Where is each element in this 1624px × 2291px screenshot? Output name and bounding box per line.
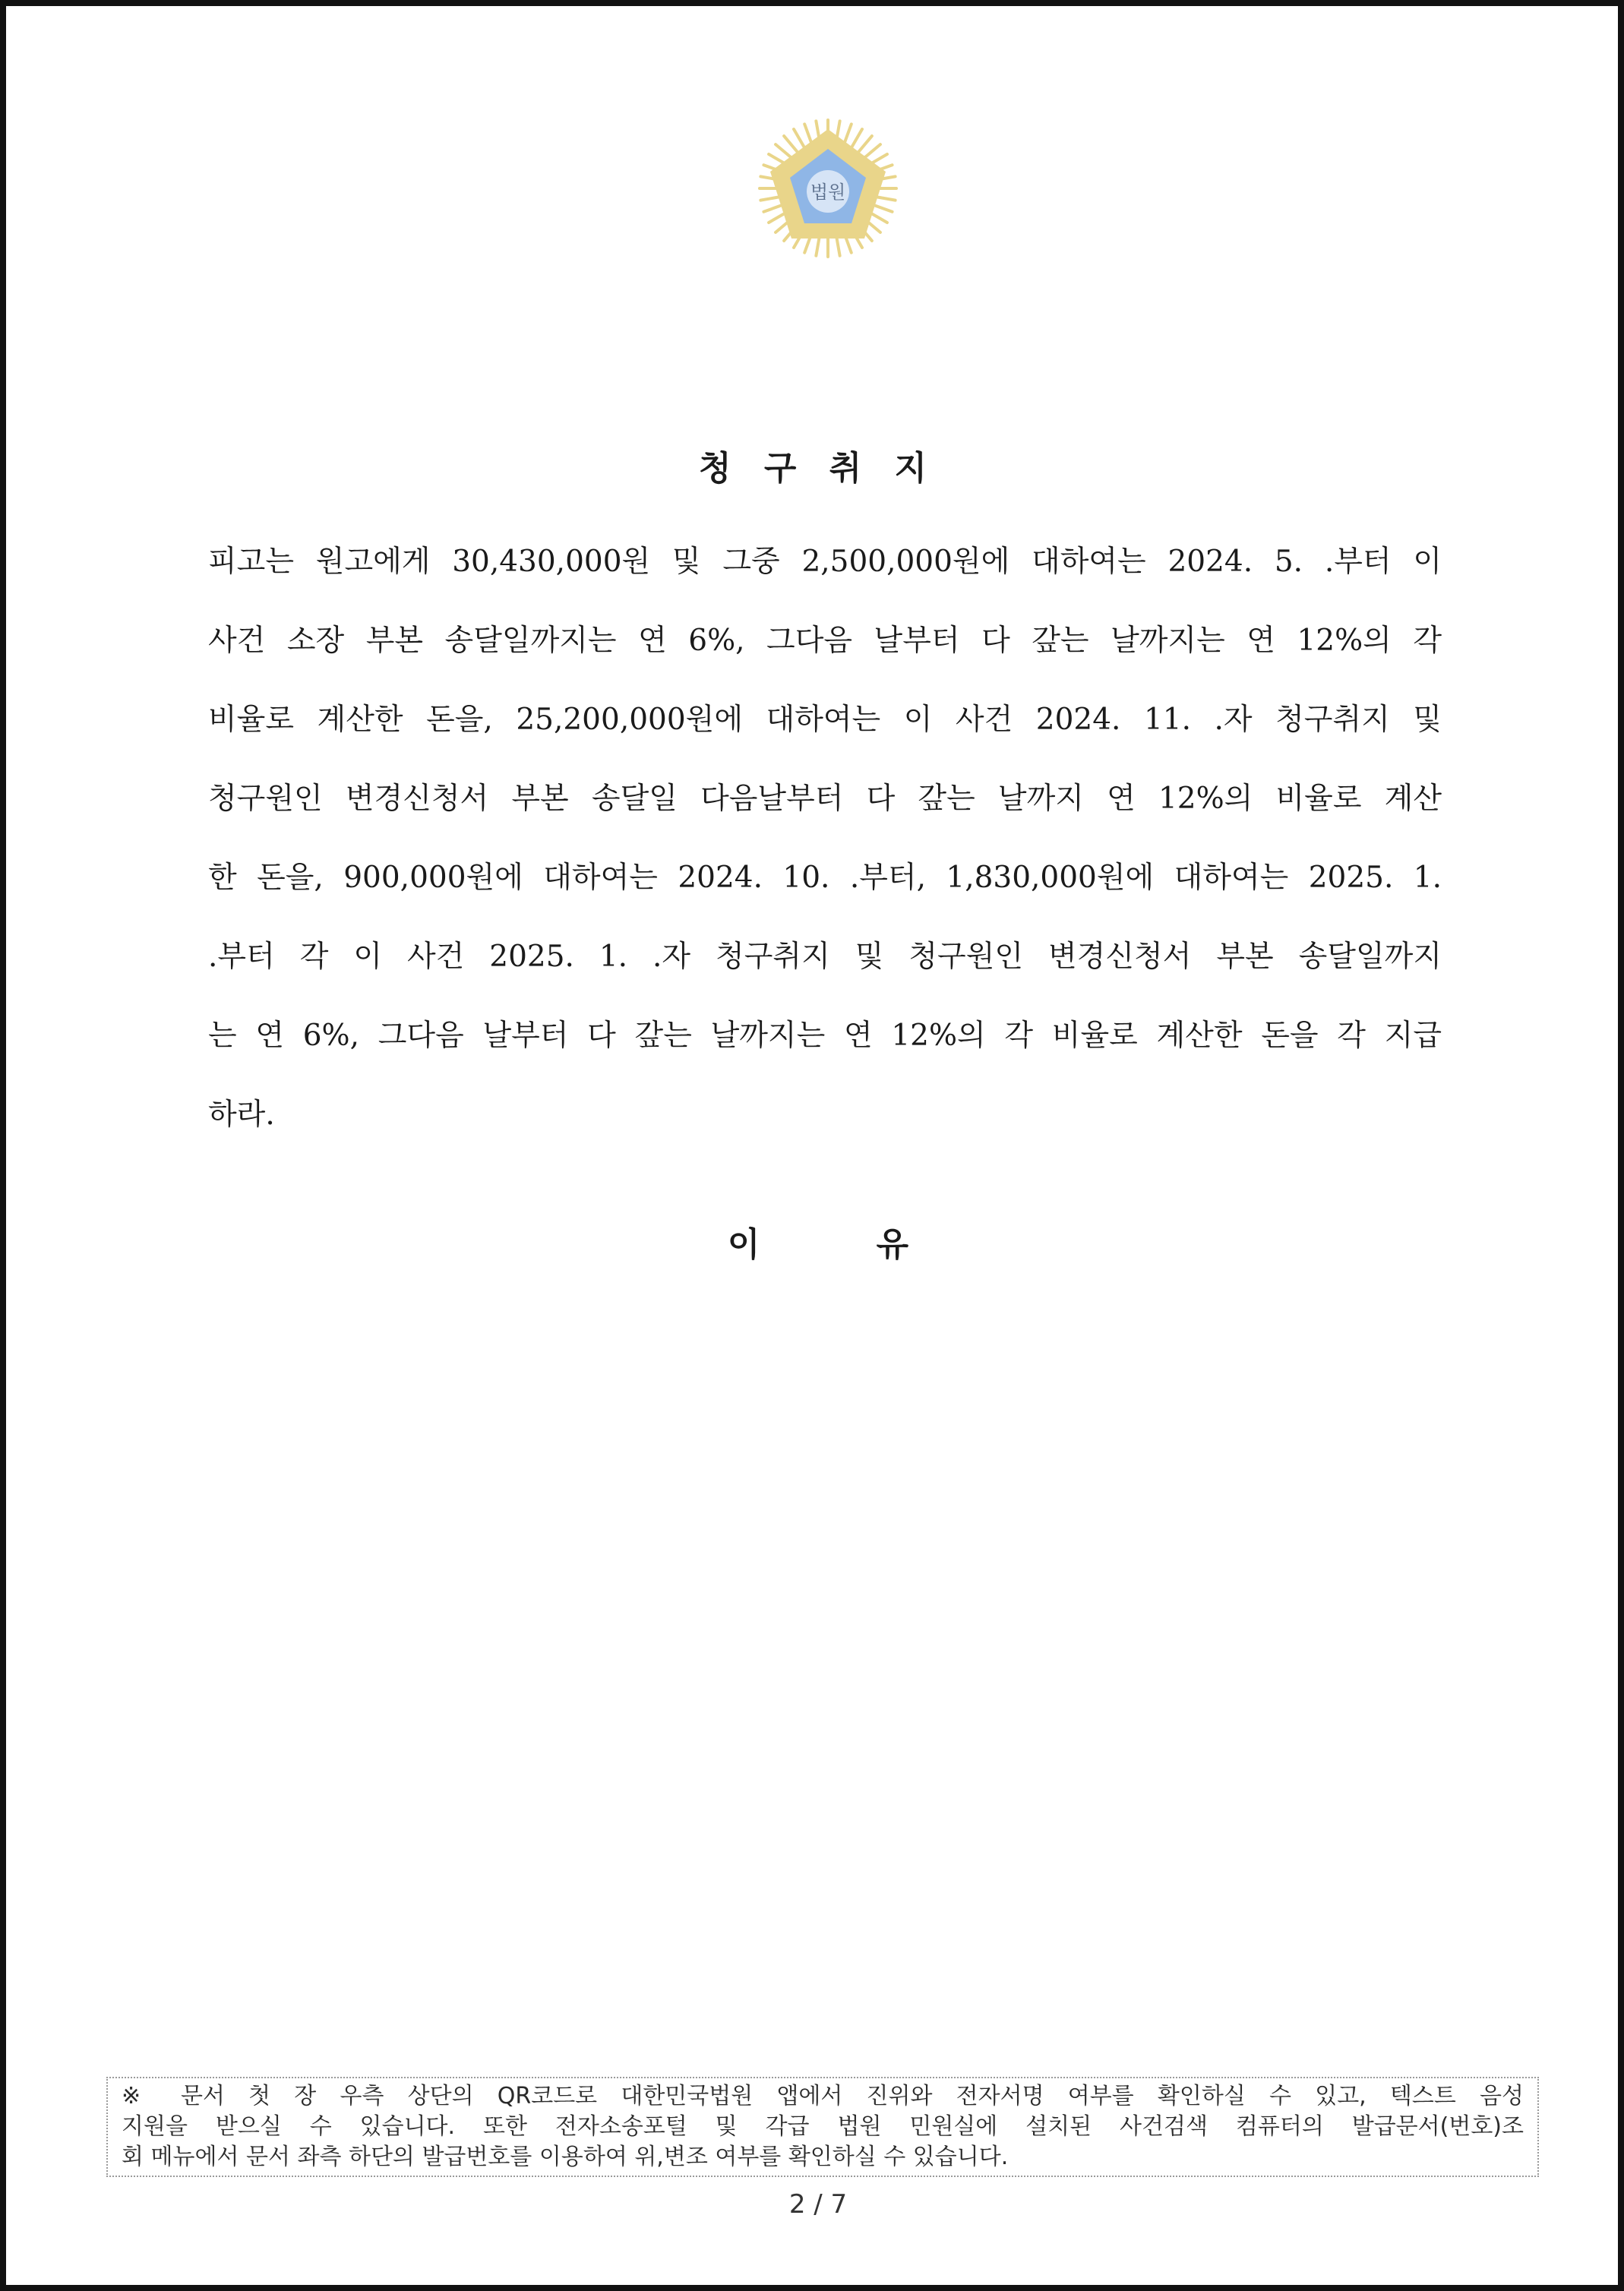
claim-line: 는 연 6%, 그다음 날부터 다 갚는 날까지는 연 12%의 각 비율로 계산한 돈을 각 지급 xyxy=(208,1019,1442,1053)
notice-line: 지원을 받으실 수 있습니다. 또한 전자소송포털 및 각급 법원 민원실에 설치된 사건검색 컴퓨터의 발급문서(번호)조 xyxy=(122,2113,1524,2140)
seal-ray xyxy=(784,136,798,152)
claim-line: .부터 각 이 사건 2025. 1. .자 청구취지 및 청구원인 변경신청서 부본 송달일까지 xyxy=(208,940,1442,974)
court-seal-icon xyxy=(752,112,904,264)
claim-line: 청구원인 변경신청서 부본 송달일 다음날부터 다 갚는 날까지 연 12%의 비율로 계산 xyxy=(208,782,1442,816)
seal-ray xyxy=(804,124,812,144)
page-number: 2 / 7 xyxy=(788,2189,848,2220)
seal-ray xyxy=(776,144,791,158)
claim-line: 피고는 원고에게 30,430,000원 및 그중 2,500,000원에 대하여는 2024. 5. .부터 이 xyxy=(208,545,1442,579)
claim-body xyxy=(208,523,1442,1155)
seal-ray xyxy=(864,144,880,158)
reason-section-title: 이 유 xyxy=(727,1225,909,1264)
seal-label: 법원 xyxy=(810,182,846,203)
seal-ray xyxy=(872,204,892,212)
seal-ray xyxy=(844,124,851,144)
verification-notice xyxy=(106,2077,1539,2177)
seal-ray xyxy=(858,136,872,152)
claim-line: 사건 소장 부본 송달일까지는 연 6%, 그다음 날부터 다 갚는 날까지는 연 12%의 각 xyxy=(208,624,1442,658)
claim-line: 한 돈을, 900,000원에 대하여는 2024. 10. .부터, 1,830,000원에 대하여는 2025. 1. xyxy=(208,861,1442,895)
claim-line: 비율로 계산한 돈을, 25,200,000원에 대하여는 이 사건 2024. 11. .자 청구취지 및 xyxy=(208,703,1442,737)
claim-section-title: 청 구 취 지 xyxy=(699,449,937,488)
seal-ray xyxy=(794,129,804,147)
seal-ray xyxy=(851,129,862,147)
notice-line: ※ 문서 첫 장 우측 상단의 QR코드로 대한민국법원 앱에서 진위와 전자서명 여부를 확인하실 수 있고, 텍스트 음성 xyxy=(122,2083,1524,2109)
claim-line: 하라. xyxy=(208,1098,275,1132)
seal-ray xyxy=(763,204,783,212)
notice-line: 회 메뉴에서 문서 좌측 하단의 발급번호를 이용하여 위,변조 여부를 확인하실 수 있습니다. xyxy=(122,2144,1009,2170)
